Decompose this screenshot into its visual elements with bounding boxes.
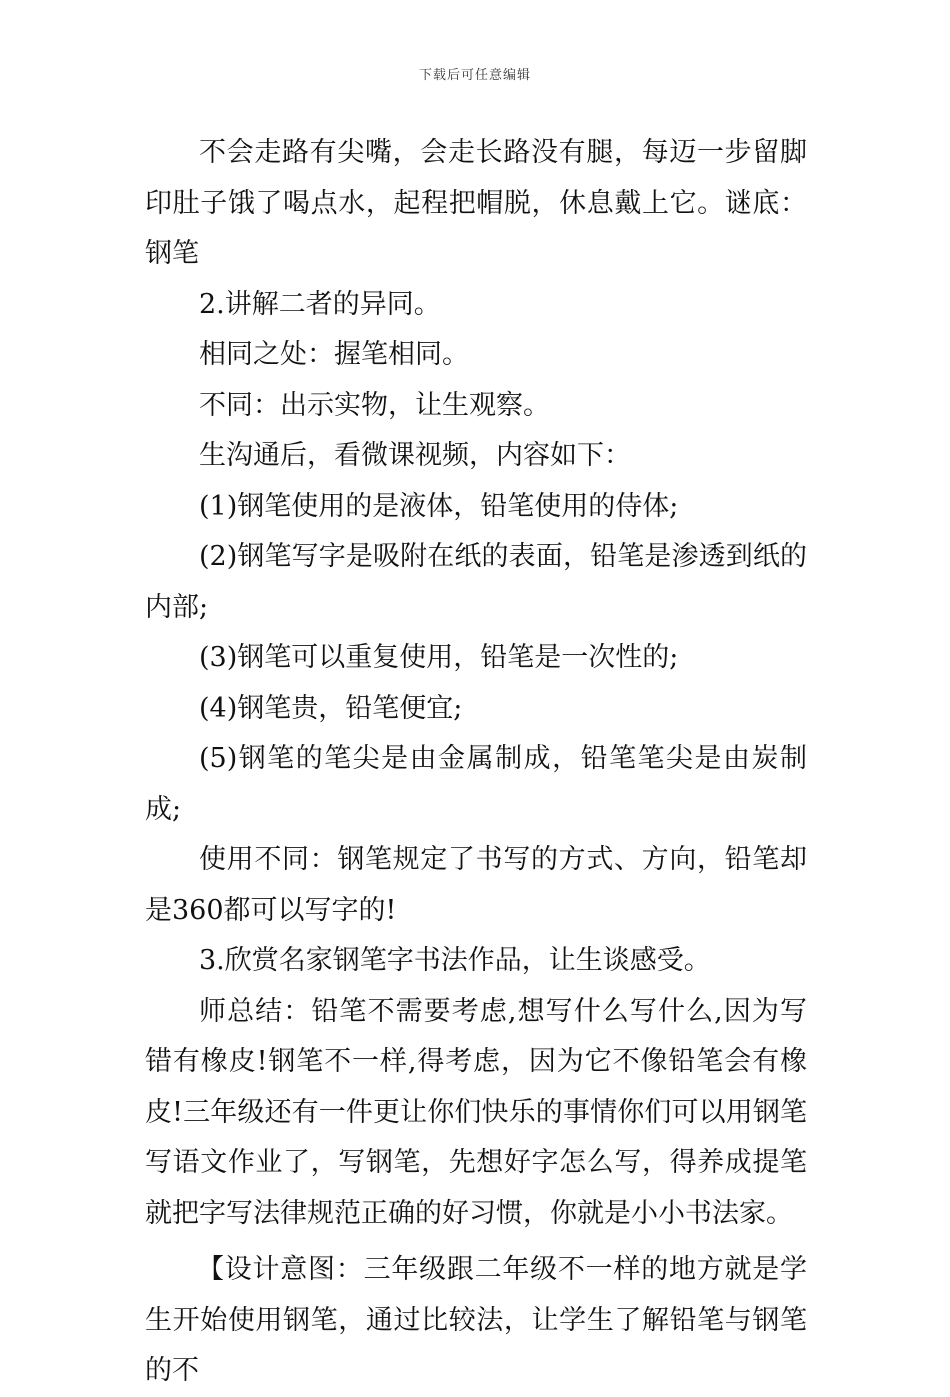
- list-item-2: (2)钢笔写字是吸附在纸的表面，铅笔是渗透到纸的内部;: [145, 541, 807, 623]
- paragraph-usage-difference: 使用不同：钢笔规定了书写的方式、方向，铅笔却是360都可以写字的!: [145, 844, 807, 926]
- list-item-3: (3)钢笔可以重复使用，铅笔是一次性的;: [199, 642, 679, 673]
- list-item-5: (5)钢笔的笔尖是由金属制成，铅笔笔尖是由炭制成;: [145, 743, 807, 825]
- paragraph-difference: 不同：出示实物，让生观察。: [199, 389, 550, 421]
- list-item-1: (1)钢笔使用的是液体，铅笔使用的侍体;: [199, 490, 679, 522]
- paragraph-design-intent: 【设计意图：三年级跟二年级不一样的地方就是学生开始使用钢笔，通过比较法，让学生了解铅笔与钢笔的不: [145, 1254, 807, 1386]
- paragraph-riddle: 不会走路有尖嘴，会走长路没有腿，每迈一步留脚印肚子饿了喝点水，起程把帽脱，休息戴上它。谜底：钢笔: [145, 137, 807, 269]
- list-item-4: (4)钢笔贵，铅笔便宜;: [199, 692, 463, 724]
- paragraph-video-intro: 生沟通后，看微课视频，内容如下：: [199, 440, 631, 471]
- document-body: [145, 128, 807, 1397]
- page-header: 下载后可任意编辑: [418, 68, 531, 83]
- paragraph-section-2: 2.讲解二者的异同。: [199, 288, 441, 320]
- paragraph-similarity: 相同之处：握笔相同。: [199, 339, 469, 370]
- paragraph-section-3: 3.欣赏名家钢笔字书法作品，让生谈感受。: [199, 945, 711, 976]
- paragraph-teacher-summary: 师总结：铅笔不需要考虑,想写什么写什么,因为写错有橡皮!钢笔不一样,得考虑，因为它不像铅笔会有橡皮!三年级还有一件更让你们快乐的事情你们可以用钢笔写语文作业了，写钢笔，先想好字怎么写，得养成提笔就把字写法律规范正确的好习惯，你就是小小书法家。: [145, 995, 807, 1229]
